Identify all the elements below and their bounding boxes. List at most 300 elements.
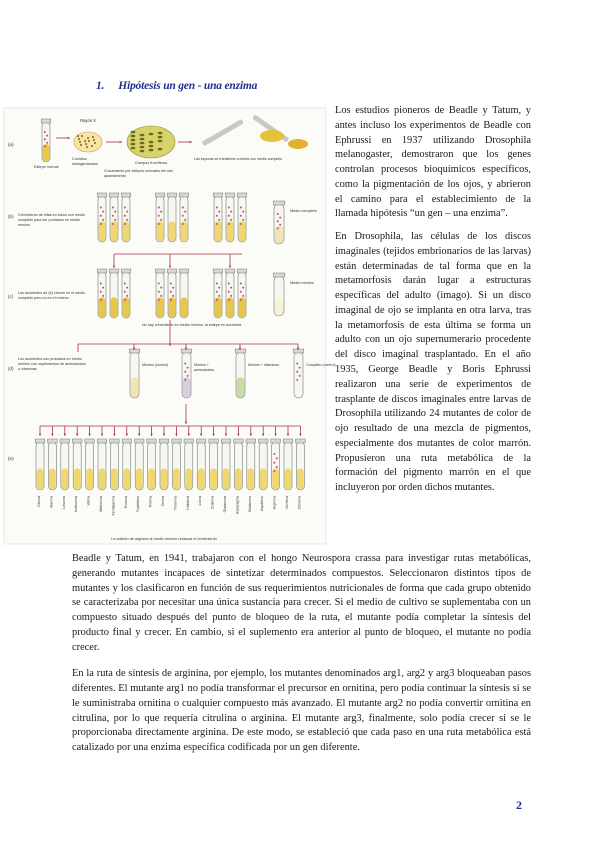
fruiting-body-dot [140, 142, 145, 145]
fruiting-body-dot [140, 134, 145, 137]
mycelium-growth [273, 470, 275, 472]
minimal-medium-label: Medio mínimo [290, 281, 314, 285]
mycelium-growth [44, 138, 46, 140]
minimal-vit-label: Mínimo + vitaminas [248, 363, 280, 367]
amino-acid-tube-13 [196, 439, 206, 490]
mycelium-growth [44, 131, 46, 133]
amino-acid-tube-15 [221, 439, 231, 490]
tube-medium [49, 468, 56, 489]
conidium-dot [87, 137, 89, 139]
amino-acid-label-7: Tirosina [123, 496, 128, 509]
mycelium-growth [102, 295, 104, 297]
tube-cap [172, 439, 182, 443]
amino-acid-label-16: Asparagina [235, 496, 240, 515]
tube-medium [99, 468, 106, 489]
tube-cap [41, 119, 51, 123]
mycelium-growth [170, 283, 172, 285]
mycelium-growth [126, 287, 128, 289]
tube-cap [273, 273, 285, 277]
minimal-medium-tube-7 [225, 269, 235, 318]
mycelium-growth [216, 223, 218, 225]
tube-medium [173, 468, 180, 489]
amino-acid-label-8: Triptófano [136, 496, 141, 513]
mycelium-growth [276, 466, 278, 468]
mycelium-growth [158, 207, 160, 209]
mycelium-growth [279, 224, 281, 226]
tube-cap [246, 439, 256, 443]
mycelium-growth [158, 223, 160, 225]
spore-transfer-label: Las esporas se transfieren a tubos con medio completo [194, 157, 283, 161]
mycelium-growth [187, 375, 189, 377]
amino-acid-label-17: Glutámico [247, 496, 252, 513]
minimal-medium-tube-8 [237, 269, 247, 318]
amino-acid-tube-18 [258, 439, 268, 490]
paragraph-drosophila: En Drosophila, las células de los discos imaginales (tejidos embrionarios de las larvas) están determinadas de tal forma que en la metamorfosis darán lugar a estructuras específicas del adulto (imago). Si un disco imaginal de ojo se implanta en otra larva, tras la metamorfosis de esta última se forma un adulto con un ojo supernumerario procedente del disco imaginal trasplantado. En el año 1935, George Beadle y Boris Ephrussi realizaron una serie de experimentos de trasplante de discos imaginales entre larvas de Drosophila utilizando 24 mutantes de color de ojo resultado de una mezcla de pigmentos, especialmente dos mutantes de color marrón. Propusieron una ruta metabólica de la formación del pigmento marrón en el que incluyeron por orden dichos mutantes. [335, 231, 531, 494]
tube-medium [123, 297, 130, 317]
complete-medium-tube-3 [155, 193, 165, 242]
tube-medium [295, 377, 303, 397]
mycelium-growth [240, 207, 242, 209]
tube-cap [213, 193, 223, 197]
fruiting-body-dot [149, 149, 154, 152]
mycelium-growth [279, 217, 281, 219]
tube-medium [111, 297, 118, 317]
tube-cap [273, 201, 285, 205]
amino-acid-tube-1 [48, 439, 58, 490]
mycelium-growth [160, 211, 162, 213]
amino-acid-tube-6 [110, 439, 120, 490]
tube-medium [86, 468, 93, 489]
minimal-control-tube [129, 349, 140, 398]
fruiting-body-dot [149, 133, 154, 136]
mycelium-growth [182, 215, 184, 217]
paragraph-intro: Los estudios pioneros de Beadle y Tatum, y antes incluso los experimentos de Beadle con Ephrussi en 1937 utilizando Drosophila melanogaster, demostraron que los genes controlan procesos bioquímicos específicos, como la pigmentación de los ojos, y abrieron el camino para el establecimiento de la llamada hipótesis “un gen – una enzima”. [335, 105, 531, 220]
mycelium-growth [182, 223, 184, 225]
conidium-dot [85, 143, 87, 145]
tube-medium [61, 468, 68, 489]
amino-acid-label-11: Treonina [173, 496, 178, 511]
mycelium-growth [100, 223, 102, 225]
mycelium-growth [216, 215, 218, 217]
amino-acid-label-0: Glicina [37, 496, 41, 507]
section-heading [96, 80, 257, 92]
mycelium-growth [296, 379, 298, 381]
amino-acid-label-20: Ornitina [285, 496, 289, 509]
minimal-medium-tube-4 [167, 269, 177, 318]
mycelium-growth [100, 207, 102, 209]
mycelium-growth [184, 371, 186, 373]
right-column-text [335, 104, 531, 504]
amino-acid-label-3: Isoleucina [74, 496, 79, 513]
minimal-medium-tube-3 [155, 269, 165, 318]
amino-acid-label-1: Alanina [49, 496, 54, 508]
fruiting-body-dot [140, 138, 145, 141]
tube-medium [185, 468, 192, 489]
mycelium-growth [299, 367, 301, 369]
tube-cap [237, 193, 247, 197]
mycelium-growth [126, 219, 128, 221]
mycelium-growth [102, 219, 104, 221]
mycelium-growth [172, 295, 174, 297]
conidium-dot [77, 135, 79, 137]
tube-medium [260, 468, 267, 489]
mycelium-growth [112, 207, 114, 209]
tube-medium [157, 221, 164, 241]
complete-medium-tube-0 [97, 193, 107, 242]
tube-medium [74, 468, 81, 489]
mycelium-growth [158, 283, 160, 285]
amino-acid-label-14: Cisteína [210, 496, 215, 510]
fruiting-body-dot [131, 139, 136, 142]
mycelium-growth [100, 283, 102, 285]
mycelium-growth [160, 295, 162, 297]
fruiting-body-dot [158, 136, 163, 139]
minimal-aa-tube [181, 349, 192, 398]
tube-medium [297, 468, 304, 489]
tube-cap [167, 269, 177, 273]
mycelium-growth [216, 283, 218, 285]
mycelium-growth [100, 291, 102, 293]
tube-medium [210, 468, 217, 489]
minimal-control-label: Mínimo (control) [142, 363, 168, 367]
amino-acid-label-19: Arginina [272, 496, 277, 510]
tube-medium [37, 468, 44, 489]
amino-acid-tube-14 [209, 439, 219, 490]
mycelium-growth [240, 299, 242, 301]
tube-cap [121, 193, 131, 197]
mycelium-growth [277, 227, 279, 229]
complete-medium-tube-2 [121, 193, 131, 242]
section-number: 1. [96, 80, 105, 92]
minimal-medium-ref-tube [273, 273, 285, 316]
mycelium-growth [242, 219, 244, 221]
tube-medium [239, 297, 246, 317]
fruiting-body-dot [158, 140, 163, 143]
section-title: Hipótesis un gen - una enzima [118, 80, 258, 92]
tube-cap [72, 439, 82, 443]
beadle-tatum-diagram [4, 108, 336, 544]
tube-cap [60, 439, 70, 443]
tube-cap [97, 193, 107, 197]
tube-cap [109, 193, 119, 197]
tube-cap [110, 439, 120, 443]
fruiting-body-dot [149, 141, 154, 144]
paragraph-neurospora: Beadle y Tatum, en 1941, trabajaron con el hongo Neurospora crassa para investigar rutas metabólicas, generando mutantes incapaces de sintetizar determinados compuestos. Seleccionaron distintos tipos de mutantes y los clasificaron en función de sus requerimientos nutricionales de forma que cada grupo obtenido se caracterizaba por necesitar una única sustancia para crecer. Si el medio de cultivo se suplementaba con un compuesto situado después del punto de bloqueo de la ruta, el mutante podía completar la síntesis del producto final y crecer. En cambio, si el suplemento era anterior al punto de bloqueo, el mutante no podía crecer. [72, 553, 531, 653]
growth-note-label: Crecimiento de hifas en tubos con medio [18, 213, 85, 217]
amino-acid-tube-12 [184, 439, 194, 490]
tube-medium [123, 221, 130, 241]
mycelium-growth [218, 287, 220, 289]
mycelium-growth [296, 371, 298, 373]
tube-medium [198, 468, 205, 489]
crossing-label: Cruzamiento por estirpes normales del otro [104, 169, 173, 173]
tube-medium [181, 221, 188, 241]
mycelium-growth [184, 363, 186, 365]
tube-cap [225, 269, 235, 273]
tube-cap [134, 439, 144, 443]
complete-control-tube [293, 349, 304, 398]
conidium-dot [92, 136, 94, 138]
mycelium-growth [230, 295, 232, 297]
crossing-label: apareamiento [104, 173, 126, 178]
amino-acid-label-6: Fenilalanina [111, 496, 116, 516]
tube-cap [179, 193, 189, 197]
tube-cap [235, 349, 246, 353]
amino-acid-label-13: Lisina [198, 496, 203, 506]
tube-cap [147, 439, 157, 443]
amino-acid-tube-11 [172, 439, 182, 490]
mycelium-growth [172, 287, 174, 289]
conidium-dot [91, 145, 93, 147]
mycelium-growth [102, 287, 104, 289]
fruiting-body-dot [131, 143, 136, 146]
minimal-medium-tube-5 [179, 269, 189, 318]
complete-medium-ref-tube [273, 201, 285, 244]
mycelium-growth [160, 219, 162, 221]
complete-medium-tube-6 [213, 193, 223, 242]
mycelium-growth [160, 287, 162, 289]
complete-control-label: Completo (control) [306, 363, 336, 367]
conidium-dot [79, 141, 81, 143]
tube-medium [111, 221, 118, 241]
tube-cap [97, 439, 107, 443]
tube-cap [109, 269, 119, 273]
mycelium-growth [240, 215, 242, 217]
arginine-note-label: La adición de arginina al medio mínimo restaura el crecimiento [111, 537, 217, 541]
minimal-aa-label: aminoácidos [194, 367, 215, 372]
tube-cap [293, 349, 304, 353]
test-note-label: completo pero no en el mínimo [18, 295, 69, 300]
mutagenized-conidia-label: mutagenizados [72, 162, 98, 166]
xrays-label: Rayos X [80, 118, 96, 123]
amino-acid-tube-3 [72, 439, 82, 490]
amino-acid-label-21: Citrulina [297, 496, 302, 510]
mycelium-growth [46, 135, 48, 137]
mycelium-growth [216, 291, 218, 293]
amino-acid-tube-7 [122, 439, 132, 490]
tube-medium [157, 297, 164, 317]
amino-acid-tube-21 [296, 439, 306, 490]
tube-medium [183, 377, 191, 397]
mycelium-growth [242, 211, 244, 213]
tube-cap [35, 439, 45, 443]
amino-acid-label-4: Valina [86, 496, 91, 506]
amino-acid-tube-2 [60, 439, 70, 490]
amino-acid-tube-4 [85, 439, 95, 490]
mycelium-growth [228, 207, 230, 209]
fruiting-body-dot [158, 132, 163, 135]
conidium-dot [84, 140, 86, 142]
tube-cap [155, 193, 165, 197]
tube-cap [167, 193, 177, 197]
minimal-medium-tube-1 [109, 269, 119, 318]
amino-acid-tube-5 [97, 439, 107, 490]
amino-acid-label-18: Aspártico [260, 496, 265, 511]
tube-cap [296, 439, 306, 443]
no-growth-label: No hay crecimiento en medio mínimo: la estirpe es auxótrofa [142, 323, 242, 327]
row-label-4: (e) [8, 456, 14, 461]
mycelium-growth [240, 223, 242, 225]
amino-acid-label-5: Metionina [99, 496, 103, 512]
amino-acid-tube-16 [234, 439, 244, 490]
fruiting-body-dot [131, 135, 136, 138]
mycelium-growth [124, 299, 126, 301]
complete-medium-label: Medio completo [290, 209, 317, 213]
tube-medium [136, 468, 143, 489]
supplement-note-label: Los auxótrofos son probados en medio [18, 357, 82, 361]
tube-cap [122, 439, 132, 443]
fruiting-body-dot [131, 147, 136, 150]
normal-strain-tube [41, 119, 51, 162]
conidium-dot [86, 146, 88, 148]
tube-medium [237, 377, 245, 397]
amino-acid-tube-19 [271, 439, 281, 490]
tube-medium [99, 297, 106, 317]
tube-medium [239, 221, 246, 241]
mycelium-growth [218, 295, 220, 297]
row-label-1: (b) [8, 214, 14, 219]
complete-medium-tube-7 [225, 193, 235, 242]
mycelium-growth [299, 375, 301, 377]
tube-cap [48, 439, 58, 443]
tube-medium [235, 468, 242, 489]
tube-medium [148, 468, 155, 489]
mutagenized-conidia-label: Conidios [72, 157, 87, 161]
tube-cap [85, 439, 95, 443]
complete-medium-tube-4 [167, 193, 177, 242]
tube-medium [275, 226, 284, 243]
mycelium-growth [170, 299, 172, 301]
mycelium-growth [228, 291, 230, 293]
fruiting-body-dot [149, 145, 154, 148]
full-width-text [72, 552, 531, 768]
growth-note-label: mínimo [18, 222, 31, 227]
conidium-dot [80, 144, 82, 146]
page-number: 2 [516, 798, 522, 812]
tube-cap [237, 269, 247, 273]
conidium-dot [94, 142, 96, 144]
fruiting-body-dot [131, 131, 136, 134]
mycelium-growth [126, 211, 128, 213]
normal-strain-label: Estirpe normal [34, 165, 59, 169]
mycelium-growth [114, 219, 116, 221]
tube-medium [169, 221, 176, 241]
fruiting-body-dot [140, 150, 145, 153]
tube-medium [161, 468, 168, 489]
amino-acid-label-10: Serina [161, 496, 165, 507]
fruiting-bodies-label: Cuerpos fructíferos [134, 161, 168, 165]
mycelium-growth [124, 207, 126, 209]
mycelium-growth [114, 211, 116, 213]
mycelium-growth [187, 367, 189, 369]
mycelium-growth [216, 207, 218, 209]
conidium-dot [78, 138, 80, 140]
tube-cap [181, 349, 192, 353]
tube-medium [227, 297, 234, 317]
tube-cap [155, 269, 165, 273]
mycelium-growth [276, 457, 278, 459]
tube-medium [169, 297, 176, 317]
mycelium-growth [277, 213, 279, 215]
amino-acid-tube-0 [35, 439, 45, 490]
mycelium-growth [230, 211, 232, 213]
mycelium-growth [124, 291, 126, 293]
tube-cap [271, 439, 281, 443]
mycelium-growth [242, 287, 244, 289]
tube-medium [111, 468, 118, 489]
mycelium-growth [112, 223, 114, 225]
tube-medium [215, 221, 222, 241]
minimal-aa-label: Mínimo + [194, 363, 209, 367]
tube-cap [213, 269, 223, 273]
mycelium-growth [100, 215, 102, 217]
spore-source-2 [288, 139, 308, 149]
mycelium-growth [182, 207, 184, 209]
mycelium-growth [228, 215, 230, 217]
paragraph-arginine: En la ruta de síntesis de arginina, por ejemplo, los mutantes denominados arg1, arg2 y arg3 bloqueaban pasos diferentes. El mutante arg1 no podía transformar el precursor en ornitina, pero podía continuar la síntesis si se le suministraba ornitina o cualquier compuesto más avanzado. El mutante arg2 no podía convertir ornitina en citrulina, por lo que requería citrulina o arginina. El mutante arg3, finalmente, solo podía crecer si se le proporcionaba directamente arginina. De este modo, se estableció que cada paso en una ruta metabólica está catalizado por una enzima específica codificada por un gen diferente. [72, 668, 531, 754]
minimal-medium-tube-6 [213, 269, 223, 318]
fruiting-body-dot [140, 146, 145, 149]
supplement-note-label: mínimo con suplementos de aminoácidos [18, 361, 86, 366]
tube-medium [43, 144, 50, 161]
mycelium-growth [230, 287, 232, 289]
amino-acid-tube-10 [159, 439, 169, 490]
tube-cap [121, 269, 131, 273]
minimal-vit-tube [235, 349, 246, 398]
amino-acid-tube-17 [246, 439, 256, 490]
complete-medium-tube-5 [179, 193, 189, 242]
mycelium-growth [218, 219, 220, 221]
mycelium-growth [158, 215, 160, 217]
test-note-label: Los auxótrofos de (b) crecen en el medio [18, 291, 86, 295]
mycelium-growth [100, 299, 102, 301]
mycelium-growth [184, 219, 186, 221]
mycelium-growth [228, 223, 230, 225]
mycelium-growth [184, 211, 186, 213]
amino-acid-tube-20 [283, 439, 293, 490]
row-label-0: (a) [8, 142, 14, 147]
amino-acid-label-15: Glutamina [223, 496, 227, 513]
row-label-2: (c) [8, 294, 14, 299]
amino-acid-label-12: Histidina [185, 496, 190, 510]
amino-acid-tube-8 [134, 439, 144, 490]
mycelium-growth [296, 363, 298, 365]
tube-medium [99, 221, 106, 241]
tube-cap [258, 439, 268, 443]
mycelium-growth [240, 291, 242, 293]
tube-medium [285, 468, 292, 489]
tube-medium [215, 297, 222, 317]
tube-cap [159, 439, 169, 443]
tube-medium [223, 468, 230, 489]
spore-source-1 [260, 130, 284, 142]
tube-medium [275, 298, 284, 315]
tube-cap [209, 439, 219, 443]
mycelium-growth [46, 142, 48, 144]
mycelium-growth [184, 379, 186, 381]
tube-medium [181, 297, 188, 317]
mycelium-growth [218, 211, 220, 213]
amino-acid-label-2: Leucina [61, 496, 66, 509]
mycelium-growth [44, 145, 46, 147]
fruiting-body-dot [158, 148, 163, 151]
supplement-note-label: o vitaminas [18, 366, 37, 371]
mycelium-growth [170, 291, 172, 293]
mycelium-growth [273, 453, 275, 455]
tube-medium [247, 468, 254, 489]
tube-medium [227, 221, 234, 241]
conidium-dot [81, 135, 83, 137]
